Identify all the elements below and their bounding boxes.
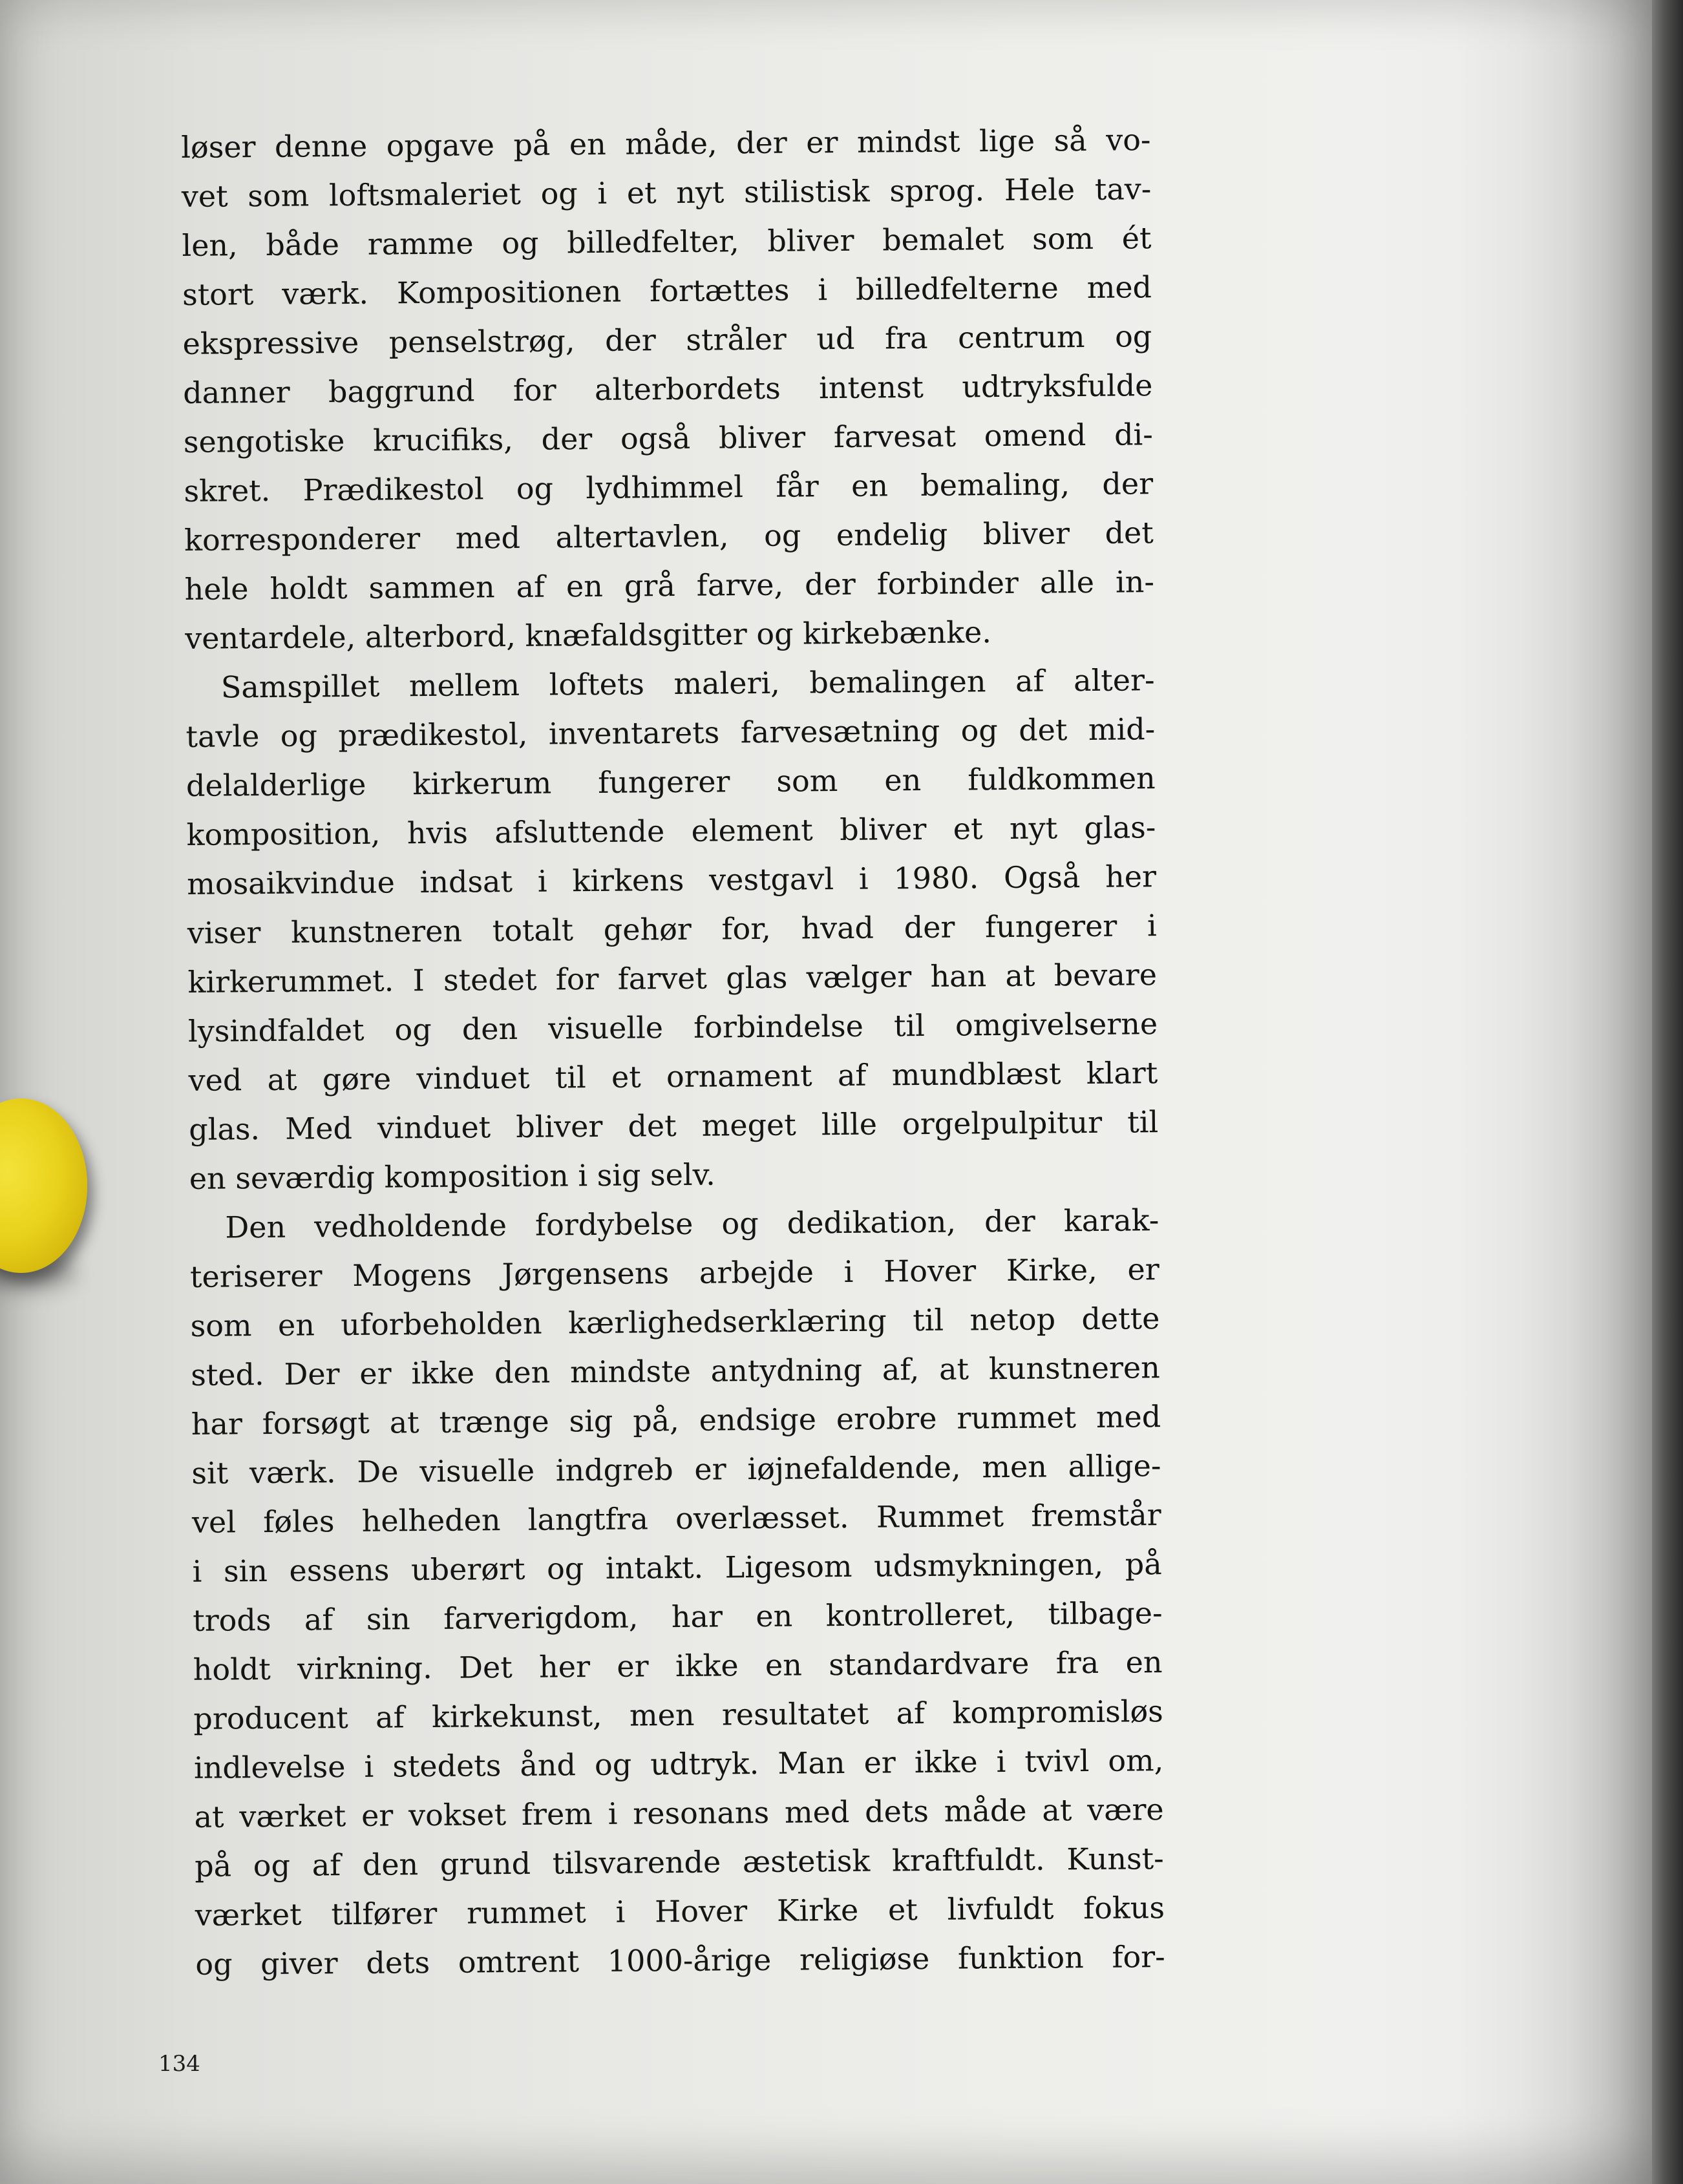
- text-line: glas. Med vinduet bliver det meget lille orgelpulpitur til: [189, 1104, 1159, 1147]
- text-line: sit værk. De visuelle indgreb er iøjnefaldende, men allige-: [191, 1448, 1161, 1491]
- text-line: korresponderer med altertavlen, og endelig bliver det: [184, 515, 1154, 558]
- text-line: som en uforbeholden kærlighedserklæring til netop dette: [190, 1301, 1160, 1343]
- text-line: tavle og prædikestol, inventarets farvesætning og det mid-: [185, 711, 1156, 754]
- text-line: løser denne opgave på en måde, der er mindst lige så vo-: [181, 122, 1151, 165]
- text-line: len, både ramme og billedfelter, bliver bemalet som ét: [182, 220, 1152, 263]
- text-line: på og af den grund tilsvarende æstetisk kraftfuldt. Kunst-: [194, 1841, 1164, 1884]
- text-line: lysindfaldet og den visuelle forbindelse til omgivelserne: [187, 1006, 1158, 1049]
- text-line: danner baggrund for alterbordets intenst udtryksfulde: [183, 368, 1153, 410]
- text-line: producent af kirkekunst, men resultatet af kompromisløs: [193, 1694, 1164, 1736]
- text-line: hele holdt sammen af en grå farve, der forbinder alle in-: [184, 564, 1155, 607]
- page-number: 134: [158, 2051, 200, 2077]
- text-line: kirkerummet. I stedet for farvet glas vælger han at bevare: [187, 957, 1158, 1000]
- text-line: mosaikvindue indsat i kirkens vestgavl i 1980. Også her: [187, 859, 1157, 901]
- text-line: sengotiske krucifiks, der også bliver farvesat omend di-: [183, 417, 1154, 459]
- page-edge: [1652, 0, 1683, 2184]
- text-line: ventardele, alterbord, knæfaldsgitter og kirkebænke.: [185, 614, 992, 656]
- text-line: skret. Prædikestol og lydhimmel får en bemaling, der: [184, 466, 1154, 509]
- text-line: Samspillet mellem loftets maleri, bemalingen af alter-: [220, 662, 1155, 705]
- text-line: stort værk. Kompositionen fortættes i billedfelterne med: [182, 269, 1152, 312]
- text-line: har forsøgt at trænge sig på, endsige erobre rummet med: [191, 1399, 1161, 1442]
- text-line: en seværdig komposition i sig selv.: [189, 1157, 715, 1196]
- text-line: teriserer Mogens Jørgensens arbejde i Hover Kirke, er: [189, 1252, 1159, 1294]
- text-line: Den vedholdende fordybelse og dedikation, der karak-: [225, 1202, 1159, 1245]
- body-text: [181, 115, 1165, 1989]
- text-line: holdt virkning. Det her er ikke en standardvare fra en: [193, 1644, 1163, 1687]
- text-line: vet som loftsmaleriet og i et nyt stilistisk sprog. Hele tav-: [181, 171, 1152, 214]
- text-line: sted. Der er ikke den mindste antydning af, at kunstneren: [191, 1350, 1160, 1392]
- text-line: trods af sin farverigdom, har en kontrolleret, tilbage-: [192, 1595, 1163, 1638]
- text-line: at værket er vokset frem i resonans med dets måde at være: [194, 1792, 1164, 1834]
- text-line: ved at gøre vinduet til et ornament af mundblæst klart: [188, 1055, 1158, 1098]
- text-line: viser kunstneren totalt gehør for, hvad der fungerer i: [187, 908, 1157, 950]
- text-line: og giver dets omtrent 1000-årige religiøse funktion for-: [195, 1939, 1165, 1982]
- text-line: i sin essens uberørt og intakt. Ligesom udsmykningen, på: [192, 1546, 1162, 1589]
- text-line: indlevelse i stedets ånd og udtryk. Man er ikke i tvivl om,: [193, 1743, 1164, 1785]
- text-line: komposition, hvis afsluttende element bliver et nyt glas-: [186, 810, 1156, 852]
- text-line: delalderlige kirkerum fungerer som en fuldkommen: [185, 761, 1156, 803]
- text-line: vel føles helheden langtfra overlæsset. Rummet fremstår: [191, 1497, 1161, 1540]
- text-line: ekspressive penselstrøg, der stråler ud fra centrum og: [182, 319, 1152, 361]
- text-line: værket tilfører rummet i Hover Kirke et livfuldt fokus: [195, 1890, 1165, 1933]
